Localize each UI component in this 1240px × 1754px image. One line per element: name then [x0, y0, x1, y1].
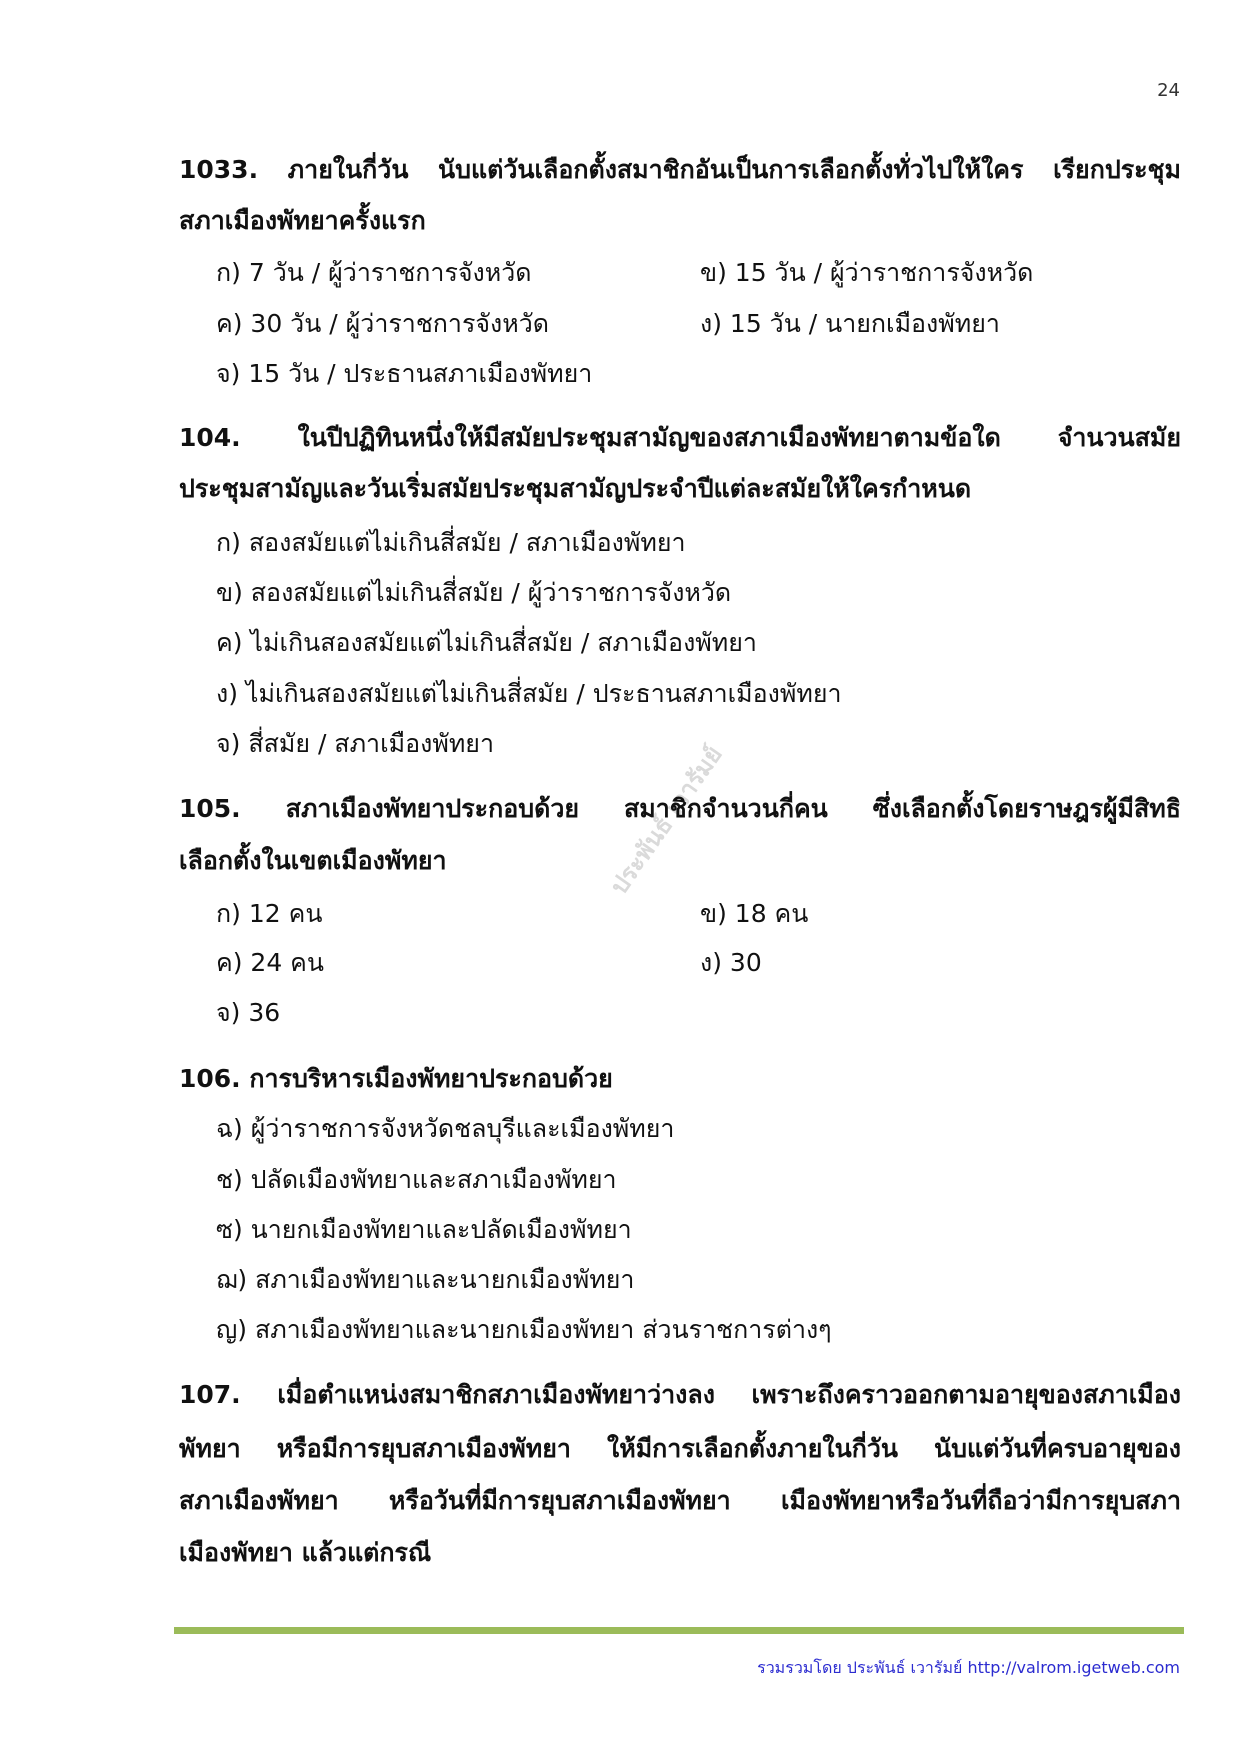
answer-option: ซ) นายกเมืองพัทยาและปลัดเมืองพัทยา [216, 1215, 632, 1244]
question-text: พัทยา หรือมีการยุบสภาเมืองพัทยา ให้มีการเลือกตั้งภายในกี่วัน นับแต่วันที่ครบอายุของ [179, 1434, 1181, 1463]
answer-option: ง) 15 วัน / นายกเมืองพัทยา [700, 309, 1000, 338]
answer-option: ก) สองสมัยแต่ไม่เกินสี่สมัย / สภาเมืองพัทยา [216, 528, 686, 557]
answer-option: ฌ) สภาเมืองพัทยาและนายกเมืองพัทยา [216, 1265, 635, 1294]
answer-option: ก) 12 คน [216, 899, 323, 928]
answer-option: ค) 30 วัน / ผู้ว่าราชการจังหวัด [216, 309, 549, 338]
watermark: ประพันธ์ เวารัมย์ [604, 740, 728, 900]
answer-option: ค) ไม่เกินสองสมัยแต่ไม่เกินสี่สมัย / สภาเมืองพัทยา [216, 628, 757, 657]
answer-option: ข) 18 คน [700, 899, 809, 928]
question-text: ประชุมสามัญและวันเริ่มสมัยประชุมสามัญประจำปีแต่ละสมัยให้ใครกำหนด [179, 474, 972, 503]
question-text: เมืองพัทยา แล้วแต่กรณี [179, 1538, 432, 1567]
question-text: 107. เมื่อตำแหน่งสมาชิกสภาเมืองพัทยาว่างลง เพราะถึงคราวออกตามอายุของสภาเมือง [179, 1380, 1181, 1409]
question-text: เลือกตั้งในเขตเมืองพัทยา [179, 846, 447, 875]
answer-option: จ) สี่สมัย / สภาเมืองพัทยา [216, 729, 494, 758]
answer-option: ฉ) ผู้ว่าราชการจังหวัดชลบุรีและเมืองพัทยา [216, 1114, 675, 1143]
answer-option: จ) 15 วัน / ประธานสภาเมืองพัทยา [216, 359, 593, 388]
answer-option: ก) 7 วัน / ผู้ว่าราชการจังหวัด [216, 258, 532, 287]
answer-option: ง) 30 [700, 948, 762, 977]
question-text: 104. ในปีปฏิทินหนึ่งให้มีสมัยประชุมสามัญของสภาเมืองพัทยาตามข้อใด จำนวนสมัย [179, 423, 1181, 452]
question-text: สภาเมืองพัทยา หรือวันที่มีการยุบสภาเมืองพัทยา เมืองพัทยาหรือวันที่ถือว่ามีการยุบสภา [179, 1486, 1181, 1515]
question-text: 105. สภาเมืองพัทยาประกอบด้วย สมาชิกจำนวนกี่คน ซึ่งเลือกตั้งโดยราษฎรผู้มีสิทธิ [179, 794, 1181, 823]
footer-credit: รวมรวมโดย ประพันธ์ เวารัมย์ http://valrom.igetweb.com [757, 1658, 1180, 1677]
answer-option: ข) สองสมัยแต่ไม่เกินสี่สมัย / ผู้ว่าราชการจังหวัด [216, 578, 732, 607]
question-text: 106. การบริหารเมืองพัทยาประกอบด้วย [179, 1064, 613, 1093]
answer-option: ค) 24 คน [216, 948, 324, 977]
question-text: 1033. ภายในกี่วัน นับแต่วันเลือกตั้งสมาชิกอันเป็นการเลือกตั้งทั่วไปให้ใคร เรียกประชุม [179, 155, 1181, 184]
page-number: 24 [1157, 80, 1180, 101]
answer-option: ข) 15 วัน / ผู้ว่าราชการจังหวัด [700, 258, 1034, 287]
answer-option: จ) 36 [216, 998, 281, 1027]
answer-option: ญ) สภาเมืองพัทยาและนายกเมืองพัทยา ส่วนราชการต่างๆ [216, 1315, 832, 1344]
answer-option: ช) ปลัดเมืองพัทยาและสภาเมืองพัทยา [216, 1165, 617, 1194]
footer-divider [174, 1627, 1184, 1634]
answer-option: ง) ไม่เกินสองสมัยแต่ไม่เกินสี่สมัย / ประธานสภาเมืองพัทยา [216, 679, 842, 708]
question-text: สภาเมืองพัทยาครั้งแรก [179, 206, 426, 235]
